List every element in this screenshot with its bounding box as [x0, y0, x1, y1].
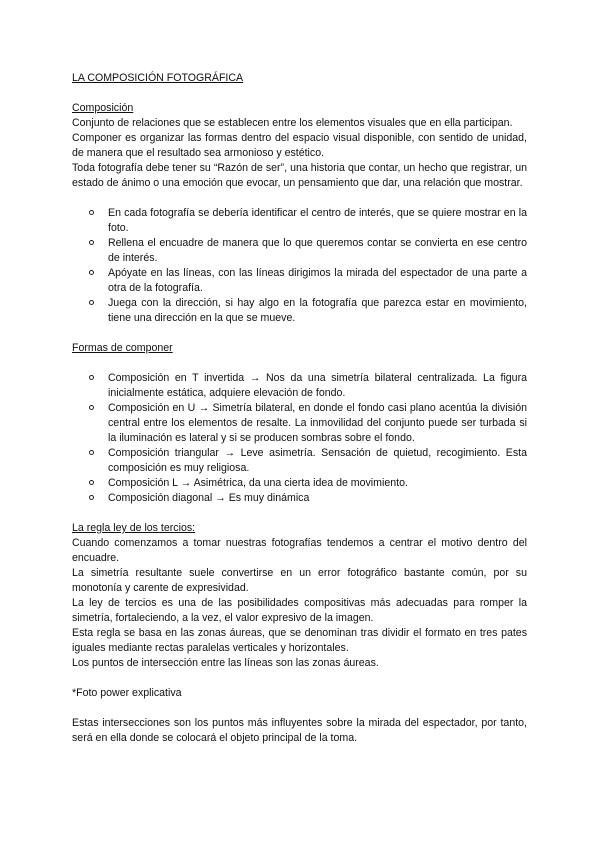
closing-paragraph: Estas intersecciones son los puntos más influyentes sobre la mirada del espectador, por tanto, será en ella donde se colocará el objeto principal de la toma. [72, 717, 527, 744]
list-item [72, 401, 527, 446]
list-item-text: En cada fotografía se debería identificar el centro de interés, que se quiere mostrar en la foto. [108, 207, 527, 234]
list-item [72, 491, 527, 506]
circle-bullet-icon [89, 300, 94, 305]
list-item-text: Composición en T invertida → Nos da una simetría bilateral centralizada. La figura inicialmente estática, adquiere elevación de fondo. [108, 372, 527, 399]
list-item-text: Rellena el encuadre de manera que lo que queremos contar se convierta en ese centro de interés. [108, 237, 527, 264]
list-item-text: Juega con la dirección, si hay algo en la fotografía que parezca estar en movimiento, tiene una dirección en la que se mueve. [108, 297, 527, 324]
document-page [72, 71, 527, 746]
list-item [72, 296, 527, 326]
list-item [72, 266, 527, 296]
circle-bullet-icon [89, 450, 94, 455]
paragraph: Esta regla se basa en las zonas áureas, que se denominan tras dividir el formato en tres pates iguales mediante rectas paralelas verticales y horizontales. [72, 627, 527, 654]
list-item [72, 206, 527, 236]
paragraph: La ley de tercios es una de las posibilidades compositivas más adecuadas para romper la simetría, fortaleciendo, a la vez, el valor expresivo de la imagen. [72, 597, 527, 624]
circle-bullet-icon [89, 270, 94, 275]
list-item [72, 371, 527, 401]
circle-bullet-icon [89, 375, 94, 380]
document-title: LA COMPOSICIÓN FOTOGRÁFICA [72, 72, 244, 84]
list-item [72, 446, 527, 476]
list-item-text: Composición L → Asimétrica, da una cierta idea de movimiento. [108, 477, 408, 489]
list-item-text: Composición en U → Simetría bilateral, en donde el fondo casi plano acentúa la división central entre los elementos de resalte. La inmovilidad del conjunto puede ser turbada si la iluminación es lateral y si se producen sombras sobre el fondo. [108, 402, 527, 444]
circle-bullet-icon [89, 210, 94, 215]
bullet-list-composicion [72, 206, 527, 326]
list-item [72, 236, 527, 266]
circle-bullet-icon [89, 480, 94, 485]
section-heading-regla-tercios: La regla ley de los tercios: [72, 522, 196, 534]
paragraph: Toda fotografía debe tener su “Razón de ser”, una historia que contar, un hecho que registrar, un estado de ánimo o una emoción que evocar, un pensamiento que dar, una relación que mostrar. [72, 162, 527, 189]
paragraph: Conjunto de relaciones que se establecen entre los elementos visuales que en ella participan. [72, 117, 513, 129]
circle-bullet-icon [89, 240, 94, 245]
paragraph: Componer es organizar las formas dentro del espacio visual disponible, con sentido de unidad, de manera que el resultado sea armonioso y estético. [72, 132, 527, 159]
section-heading-formas-de-componer: Formas de componer [72, 342, 173, 354]
list-item-text: Composición diagonal → Es muy dinámica [108, 492, 310, 504]
circle-bullet-icon [89, 495, 94, 500]
section-heading-composicion: Composición [72, 102, 134, 114]
bullet-list-formas [72, 371, 527, 506]
list-item-text: Composición triangular → Leve asimetría. Sensación de quietud, recogimiento. Esta composición es muy religiosa. [108, 447, 527, 474]
note-text: *Foto power explicativa [72, 687, 182, 699]
list-item [72, 476, 527, 491]
paragraph: Cuando comenzamos a tomar nuestras fotografías tendemos a centrar el motivo dentro del encuadre. [72, 537, 527, 564]
circle-bullet-icon [89, 405, 94, 410]
paragraph: La simetría resultante suele convertirse en un error fotográfico bastante común, por su monotonía y carente de expresividad. [72, 567, 527, 594]
list-item-text: Apóyate en las líneas, con las líneas dirigimos la mirada del espectador de una parte a otra de la fotografía. [108, 267, 527, 294]
paragraph: Los puntos de intersección entre las líneas son las zonas áureas. [72, 657, 379, 669]
